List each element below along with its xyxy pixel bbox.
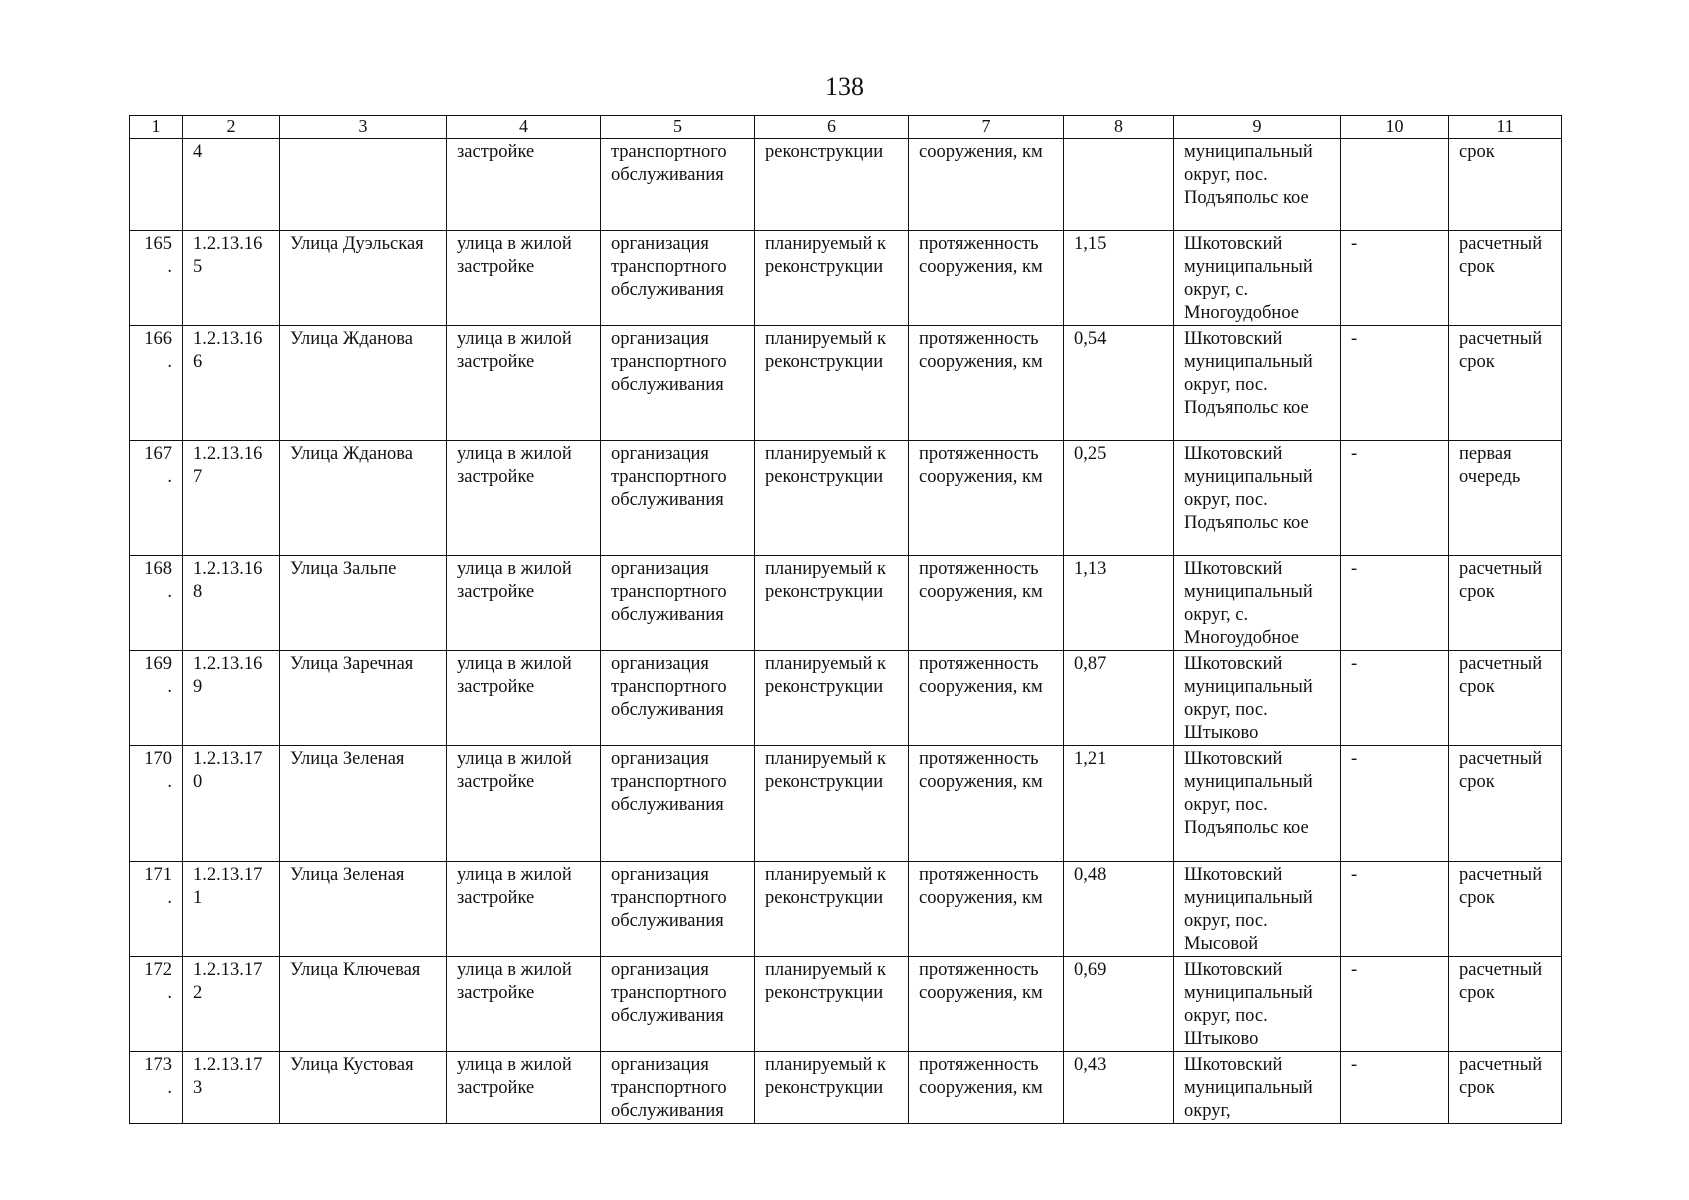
table-row [130,441,1562,556]
table-cell-col9: Шкотовский муниципальный округ, пос. Подъяпольс кое [1174,441,1341,556]
table-cell-col11: расчетный срок [1449,746,1562,862]
table-cell-col9: Шкотовский муниципальный округ, пос. Мысовой [1174,862,1341,957]
table-cell-col8 [1064,139,1174,231]
roads-table [129,115,1562,1124]
table-cell-col3: Улица Жданова [280,326,447,441]
table-cell-col6: планируемый к реконструкции [755,651,909,746]
table-row [130,326,1562,441]
column-header-1: 1 [130,116,183,139]
table-cell-col1: 173. [130,1052,183,1124]
table-cell-col6: планируемый к реконструкции [755,862,909,957]
table-cell-col1: 166. [130,326,183,441]
table-cell-col10: - [1341,441,1449,556]
table-cell-col3: Улица Зеленая [280,746,447,862]
table-cell-col1: 169. [130,651,183,746]
table-cell-col11: расчетный срок [1449,231,1562,326]
column-header-9: 9 [1174,116,1341,139]
table-cell-col9: Шкотовский муниципальный округ, пос. Штыково [1174,957,1341,1052]
column-header-3: 3 [280,116,447,139]
table-cell-col1: 165. [130,231,183,326]
table-cell-col5: организация транспортного обслуживания [601,957,755,1052]
table-cell-col5: организация транспортного обслуживания [601,651,755,746]
table-cell-col6: реконструкции [755,139,909,231]
table-cell-col3 [280,139,447,231]
table-cell-col2: 1.2.13.17 0 [183,746,280,862]
table-cell-col6: планируемый к реконструкции [755,1052,909,1124]
table-cell-col9: Шкотовский муниципальный округ, с. Многоудобное [1174,231,1341,326]
table-cell-col1: 167. [130,441,183,556]
table-row [130,556,1562,651]
table-cell-col10: - [1341,556,1449,651]
table-cell-col4: улица в жилой застройке [447,746,601,862]
table-cell-col10: - [1341,651,1449,746]
table-cell-col10 [1341,139,1449,231]
column-header-7: 7 [909,116,1064,139]
table-body [130,139,1562,1124]
table-cell-col1: 172. [130,957,183,1052]
table-header-row [130,116,1562,139]
table-cell-col10: - [1341,746,1449,862]
table-cell-col4: улица в жилой застройке [447,441,601,556]
page-number: 138 [825,72,864,101]
table-cell-col4: улица в жилой застройке [447,231,601,326]
table-cell-col5: организация транспортного обслуживания [601,231,755,326]
table-cell-col11: первая очередь [1449,441,1562,556]
table-cell-col8: 0,69 [1064,957,1174,1052]
table-cell-col4: улица в жилой застройке [447,862,601,957]
table-cell-col6: планируемый к реконструкции [755,231,909,326]
table-cell-col2: 1.2.13.16 7 [183,441,280,556]
table-cell-col5: организация транспортного обслуживания [601,1052,755,1124]
column-header-2: 2 [183,116,280,139]
table-cell-col2: 1.2.13.16 8 [183,556,280,651]
table-row [130,862,1562,957]
table-cell-col8: 0,87 [1064,651,1174,746]
table-cell-col6: планируемый к реконструкции [755,746,909,862]
table-cell-col3: Улица Зеленая [280,862,447,957]
table-cell-col7: сооружения, км [909,139,1064,231]
table-cell-col10: - [1341,231,1449,326]
table-cell-col3: Улица Кустовая [280,1052,447,1124]
table-cell-col6: планируемый к реконструкции [755,556,909,651]
table-cell-col11: расчетный срок [1449,556,1562,651]
table-cell-col11: срок [1449,139,1562,231]
table-cell-col9: Шкотовский муниципальный округ, с. Многоудобное [1174,556,1341,651]
table-cell-col3: Улица Дуэльская [280,231,447,326]
table-cell-col8: 0,43 [1064,1052,1174,1124]
table-cell-col2: 1.2.13.16 6 [183,326,280,441]
table-cell-col6: планируемый к реконструкции [755,326,909,441]
table-cell-col11: расчетный срок [1449,957,1562,1052]
table-row [130,139,1562,231]
table-cell-col1 [130,139,183,231]
table-cell-col4: улица в жилой застройке [447,957,601,1052]
table-cell-col8: 1,15 [1064,231,1174,326]
table-cell-col1: 168. [130,556,183,651]
table-cell-col5: организация транспортного обслуживания [601,556,755,651]
table-cell-col11: расчетный срок [1449,1052,1562,1124]
column-header-5: 5 [601,116,755,139]
table-cell-col5: организация транспортного обслуживания [601,326,755,441]
table-cell-col10: - [1341,862,1449,957]
table-cell-col9: Шкотовский муниципальный округ, [1174,1052,1341,1124]
table-cell-col7: протяженность сооружения, км [909,441,1064,556]
table-cell-col8: 0,54 [1064,326,1174,441]
table-cell-col7: протяженность сооружения, км [909,326,1064,441]
table-cell-col3: Улица Ключевая [280,957,447,1052]
table-cell-col7: протяженность сооружения, км [909,862,1064,957]
table-cell-col5: организация транспортного обслуживания [601,862,755,957]
table-cell-col6: планируемый к реконструкции [755,957,909,1052]
table-cell-col9: Шкотовский муниципальный округ, пос. Штыково [1174,651,1341,746]
table-cell-col2: 1.2.13.16 9 [183,651,280,746]
table-row [130,957,1562,1052]
table-row [130,1052,1562,1124]
table-cell-col6: планируемый к реконструкции [755,441,909,556]
table-cell-col4: улица в жилой застройке [447,556,601,651]
table-row [130,231,1562,326]
table-cell-col7: протяженность сооружения, км [909,651,1064,746]
table-cell-col8: 0,25 [1064,441,1174,556]
table-cell-col7: протяженность сооружения, км [909,746,1064,862]
table-cell-col2: 1.2.13.17 2 [183,957,280,1052]
table-cell-col10: - [1341,326,1449,441]
table-row [130,651,1562,746]
table-cell-col9: муниципальный округ, пос. Подъяпольс кое [1174,139,1341,231]
table-cell-col4: улица в жилой застройке [447,651,601,746]
table-cell-col5: организация транспортного обслуживания [601,746,755,862]
table-cell-col9: Шкотовский муниципальный округ, пос. Подъяпольс кое [1174,746,1341,862]
table-cell-col5: организация транспортного обслуживания [601,441,755,556]
table-cell-col11: расчетный срок [1449,651,1562,746]
column-header-8: 8 [1064,116,1174,139]
table-cell-col5: транспортного обслуживания [601,139,755,231]
table-cell-col2: 4 [183,139,280,231]
table-cell-col11: расчетный срок [1449,862,1562,957]
table-cell-col2: 1.2.13.17 3 [183,1052,280,1124]
table-cell-col10: - [1341,1052,1449,1124]
table-cell-col10: - [1341,957,1449,1052]
column-header-6: 6 [755,116,909,139]
table-cell-col3: Улица Зальпе [280,556,447,651]
table-cell-col3: Улица Заречная [280,651,447,746]
table-cell-col11: расчетный срок [1449,326,1562,441]
table-cell-col4: застройке [447,139,601,231]
table-cell-col4: улица в жилой застройке [447,326,601,441]
table-cell-col9: Шкотовский муниципальный округ, пос. Подъяпольс кое [1174,326,1341,441]
column-header-11: 11 [1449,116,1562,139]
table-cell-col8: 1,21 [1064,746,1174,862]
column-header-4: 4 [447,116,601,139]
table-cell-col7: протяженность сооружения, км [909,957,1064,1052]
table-cell-col2: 1.2.13.16 5 [183,231,280,326]
table-cell-col7: протяженность сооружения, км [909,231,1064,326]
table-cell-col7: протяженность сооружения, км [909,556,1064,651]
table-row [130,746,1562,862]
table-cell-col8: 1,13 [1064,556,1174,651]
table-cell-col4: улица в жилой застройке [447,1052,601,1124]
table-cell-col3: Улица Жданова [280,441,447,556]
table-cell-col8: 0,48 [1064,862,1174,957]
table-cell-col1: 171. [130,862,183,957]
table-cell-col1: 170. [130,746,183,862]
table-cell-col7: протяженность сооружения, км [909,1052,1064,1124]
table-cell-col2: 1.2.13.17 1 [183,862,280,957]
column-header-10: 10 [1341,116,1449,139]
